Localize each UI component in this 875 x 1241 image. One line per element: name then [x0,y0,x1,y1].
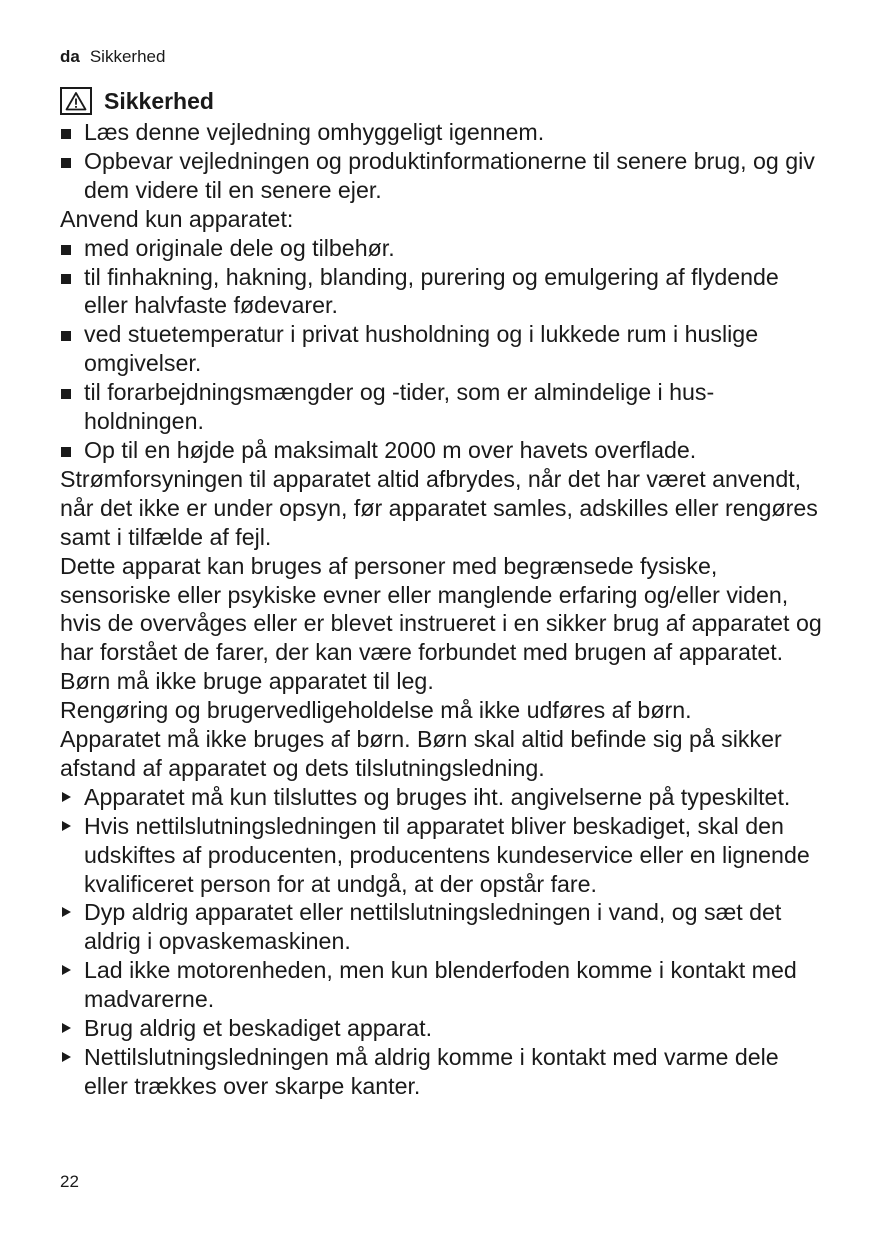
language-code: da [60,47,80,66]
paragraph-power-supply: Strømforsyningen til apparatet altid afbrydes, når det har været anvendt, når det ikke er under opsyn, før apparatet samles, adskilles eller rengøres samt i tilfælde af fejl. [60,465,818,550]
paragraph-cleaning: Rengøring og brugervedligeholdelse må ikke udføres af børn. [60,697,692,724]
paragraph-children-distance: Apparatet må ikke bruges af børn. Børn skal altid befinde sig på sikker afstand af apparatet og dets tilslutningsledning. [60,726,782,781]
list-item: Opbevar vejledningen og produktinformationerne til senere brug, og giv dem videre til en senere ejer. [60,147,825,205]
page-title: Sikkerhed [104,88,214,114]
paragraph-children-play: Børn må ikke bruge apparatet til leg. [60,668,434,695]
warning-triangle-icon [60,87,92,115]
intended-use-list [60,234,825,465]
list-item: Nettilslutningsledningen må aldrig komme i kontakt med varme dele eller trækkes over skarpe kanter. [60,1043,825,1101]
list-item: til forarbejdningsmængder og -tider, som er almindelige i husholdningen. [60,378,825,436]
section-title [60,86,214,116]
list-item: med originale dele og tilbehør. [60,234,825,263]
general-instructions-list [60,118,825,205]
header-section: Sikkerhed [89,47,166,66]
list-item: Lad ikke motorenheden, men kun blenderfoden komme i kontakt med madvarerne. [60,956,825,1014]
paragraph-persons: Dette apparat kan bruges af personer med begrænsede fysiske, sensoriske eller psykiske evner eller manglende erfaring og/eller viden, hvis de overvåges eller er blevet instrueret i en sikker brug af apparatet og har forstået de farer, der kan være forbundet med brugen af apparatet. [60,552,822,666]
list-item: ved stuetemperatur i privat husholdning og i lukkede rum i huslige omgivelser. [60,320,825,378]
list-item: Dyp aldrig apparatet eller nettilslutningsledningen i vand, og sæt det aldrig i opvaskemaskinen. [60,898,825,956]
list-item: Apparatet må kun tilsluttes og bruges iht. angivelserne på typeskiltet. [60,783,825,812]
list-item: Op til en højde på maksimalt 2000 m over havets overflade. [60,436,825,465]
safety-content [60,118,825,1101]
page-number: 22 [60,1172,79,1191]
running-header [60,47,165,67]
list-item: Læs denne vejledning omhyggeligt igennem. [60,118,825,147]
list-item: Brug aldrig et beskadiget apparat. [60,1014,825,1043]
list-item: Hvis nettilslutningsledningen til apparatet bliver beskadiget, skal den udskiftes af producenten, producentens kundeservice eller en lignende kvalificeret person for at undgå, at der opstår fare. [60,812,825,899]
safety-steps-list [60,783,825,1101]
use-intro: Anvend kun apparatet: [60,205,294,232]
list-item: til finhakning, hakning, blanding, purering og emulgering af flydende eller halvfaste fødevarer. [60,263,825,321]
